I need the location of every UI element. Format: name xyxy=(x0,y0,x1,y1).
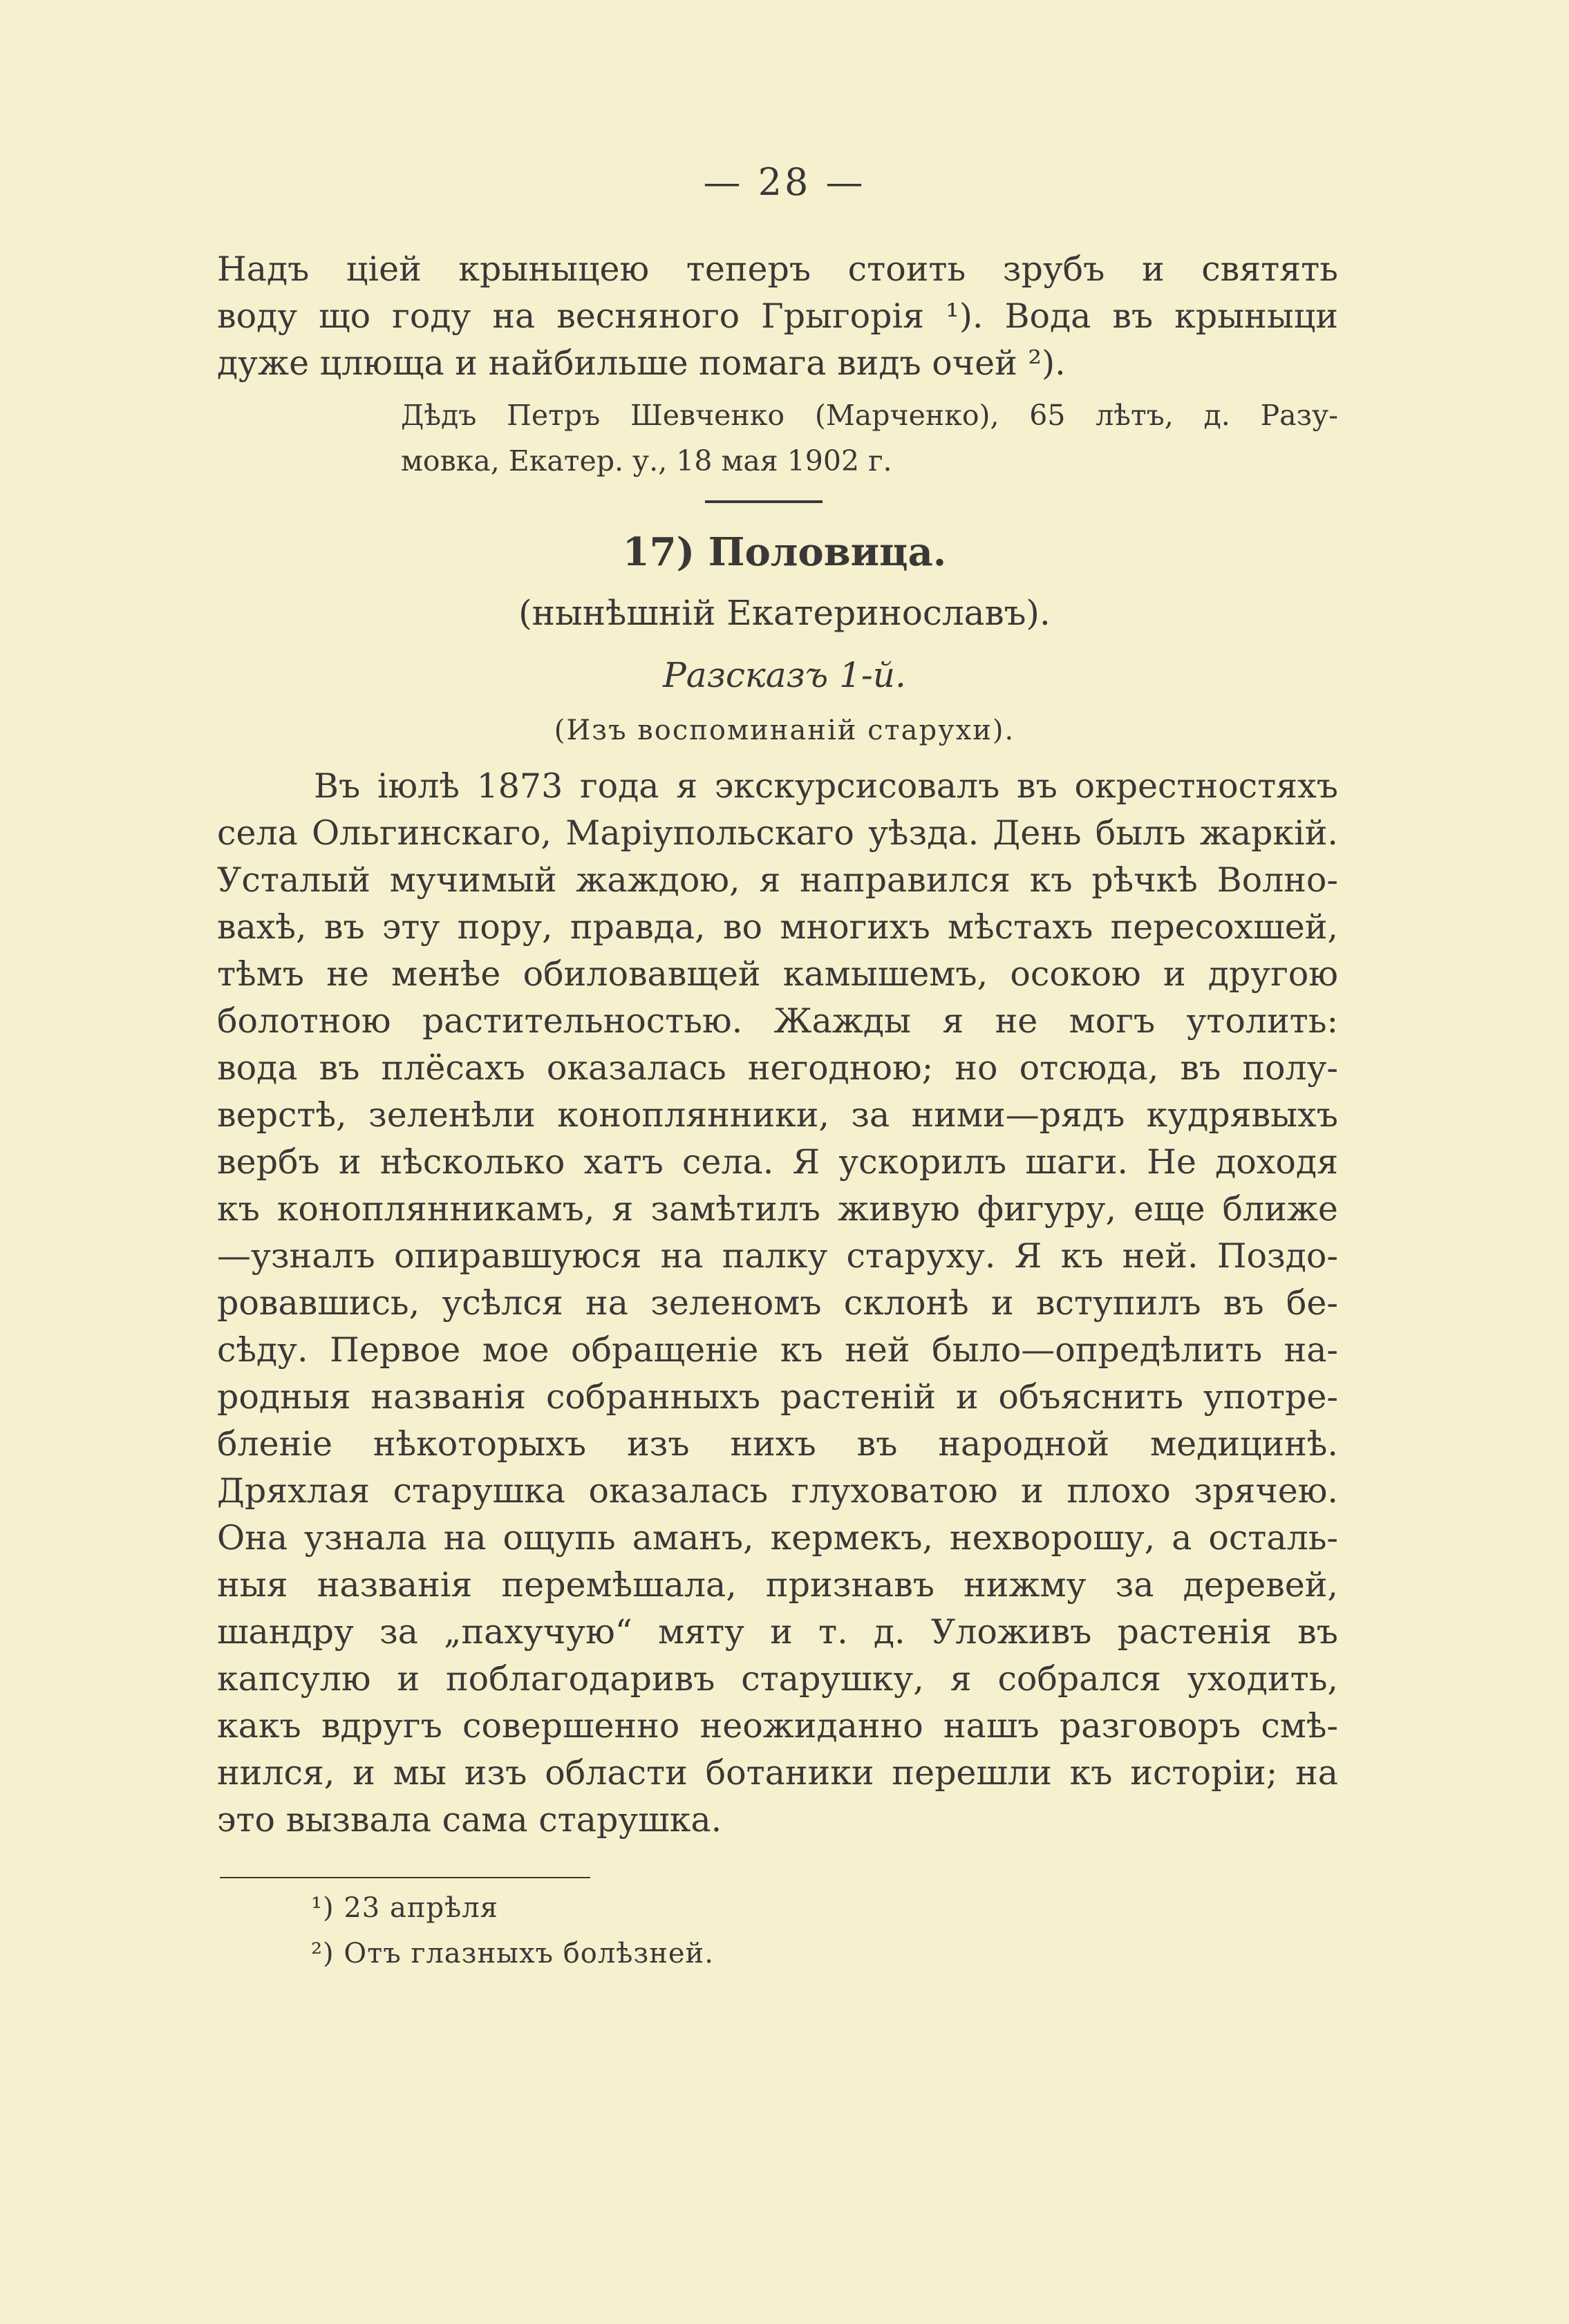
text-line: дуже цлюща и найбильше помага видъ очей ²). xyxy=(217,343,1066,383)
text-line: вахѣ, въ эту пору, правда, во многихъ мѣстахъ пересохшей, xyxy=(217,907,1338,947)
reference-line: мовка, Екатер. у., 18 мая 1902 г. xyxy=(401,444,892,478)
reference-line: Дѣдъ Петръ Шевченко (Марченко), 65 лѣтъ, д. Разу- xyxy=(401,399,1338,432)
text-line: верстѣ, зеленѣли коноплянники, за ними—рядъ кудрявыхъ xyxy=(217,1095,1338,1135)
text-line: какъ вдругъ совершенно неожиданно нашъ разговоръ смѣ- xyxy=(217,1706,1338,1746)
text-line: сѣду. Первое мое обращенiе къ ней было—опредѣлить на- xyxy=(217,1330,1338,1370)
text-line: села Ольгинскаго, Марiупольскаго уѣзда. День былъ жаркiй. xyxy=(217,813,1338,853)
story-title: Разсказъ 1-й. xyxy=(663,655,906,695)
footnote-rule xyxy=(220,1877,590,1878)
footnote: ²) Отъ глазныхъ болѣзней. xyxy=(311,1938,714,1969)
text-line: Надъ цiей крыныцею теперъ стоить зрубъ и святять xyxy=(217,249,1338,289)
informant-reference xyxy=(401,393,1338,484)
text-line: вода въ плёсахъ оказалась негодною; но отсюда, въ полу- xyxy=(217,1048,1338,1088)
section-title: 17) Половица. xyxy=(622,529,947,575)
text-line: родныя названiя собранныхъ растенiй и объяснить употре- xyxy=(217,1377,1338,1417)
text-line: это вызвала сама старушка. xyxy=(217,1800,722,1840)
text-line: къ коноплянникамъ, я замѣтилъ живую фигуру, еще ближе xyxy=(217,1189,1338,1229)
story-source: (Изъ воспоминанiй старухи). xyxy=(554,715,1015,746)
text-line: ровавшись, усѣлся на зеленомъ склонѣ и вступилъ въ бе- xyxy=(217,1283,1338,1323)
text-line: болотною растительностью. Жажды я не могъ утолить: xyxy=(217,1001,1338,1041)
section-subtitle: (нынѣшнiй Екатеринославъ). xyxy=(518,593,1051,633)
text-line: —узналъ опиравшуюся на палку старуху. Я къ ней. Поздо- xyxy=(217,1236,1338,1276)
text-line: капсулю и поблагодаривъ старушку, я собрался уходить, xyxy=(217,1659,1338,1699)
text-line: ныя названiя перемѣшала, признавъ нижму за деревей, xyxy=(217,1565,1338,1605)
footnote: ¹) 23 апрѣля xyxy=(311,1892,498,1924)
footnotes xyxy=(311,1885,714,1976)
text-line: бленiе нѣкоторыхъ изъ нихъ въ народной медицинѣ. xyxy=(217,1424,1338,1464)
intro-paragraph xyxy=(217,246,1338,387)
page-number: — 28 — xyxy=(703,160,866,204)
text-line: Усталый мучимый жаждою, я направился къ рѣчкѣ Волно- xyxy=(217,860,1338,900)
body-paragraph xyxy=(217,763,1338,1844)
text-line: тѣмъ не менѣе обиловавщей камышемъ, осокою и другою xyxy=(217,954,1338,994)
text-line: вербъ и нѣсколько хатъ села. Я ускорилъ шаги. Не доходя xyxy=(217,1142,1338,1182)
section-divider xyxy=(705,500,823,503)
text-line: Дряхлая старушка оказалась глуховатою и плохо зрячею. xyxy=(217,1471,1338,1511)
text-line: Она узнала на ощупь аманъ, кермекъ, нехворошу, а осталь- xyxy=(217,1518,1338,1558)
text-line: воду що году на весняного Грыгорiя ¹). Вода въ крыныци xyxy=(217,296,1338,336)
text-line: Въ iюлѣ 1873 года я экскурсисовалъ въ окрестностяхъ xyxy=(314,766,1338,806)
text-line: нился, и мы изъ области ботаники перешли къ исторiи; на xyxy=(217,1753,1338,1793)
text-line: шандру за „пахучую“ мяту и т. д. Уложивъ растенiя въ xyxy=(217,1612,1338,1652)
